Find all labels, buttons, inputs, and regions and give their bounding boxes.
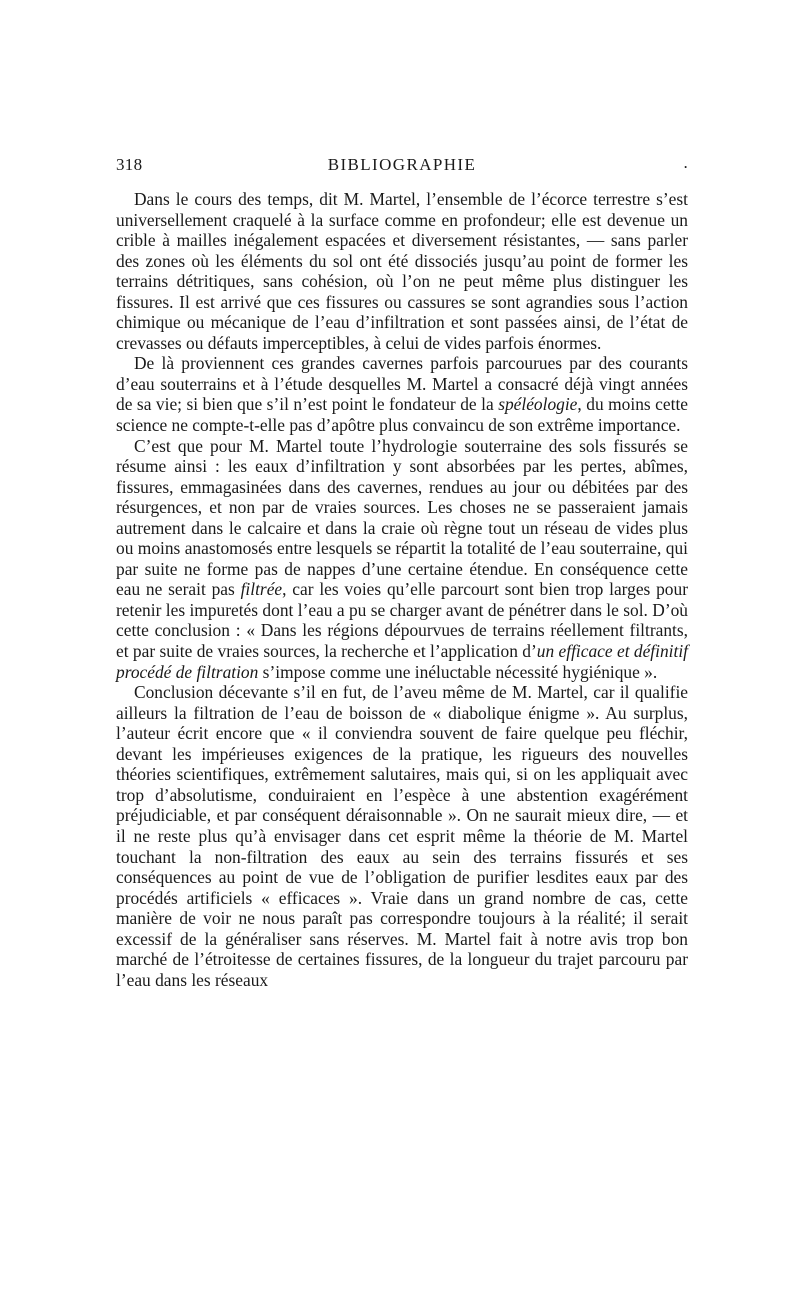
paragraph-3 [116,436,688,683]
text-span: s’impose comme une inéluctable nécessité hygiénique ». [258,661,658,682]
paragraph-2 [116,353,688,435]
text-span: Dans le cours des temps, dit M. Martel, l’ensemble de l’écorce terrestre s’est universellement craquelé à la surface comme en profondeur; elle est devenue un crible à mailles inégalement espacées et diversement résistantes, — sans parler des zones où les éléments du sol ont été dissociés jusqu’au point de former les terrains détritiques, sans cohésion, où l’on ne peut même plus distinguer les fissures. Il est arrivé que ces fissures ou cassures se sont agrandies sous l’action chimique ou mécanique de l’eau d’infiltration et sont passées ainsi, de l’état de crevasses ou défauts imperceptibles, à celui de vides parfois énormes. [116,189,688,353]
text-span: , du moins cette science ne compte-t-elle pas d’apôtre plus convaincu de son extrême importance. [116,394,688,436]
body-text [116,189,688,990]
text-span: Conclusion décevante s’il en fut, de l’aveu même de M. Martel, car il qualifie ailleurs la filtration de l’eau de boisson de « diabolique énigme ». Au surplus, l’auteur écrit encore que « il conviendra souvent de faire quelque peu fléchir, devant les impérieuses exigences de la pratique, les rigueurs des nouvelles théories scientifiques, extrêmement salutaires, mais qui, si on les appliquait avec trop d’absolutisme, conduiraient en l’espèce à une abstention exagérément préjudiciable, et par conséquent déraisonnable ». On ne saurait mieux dire, — et il ne reste plus qu’à envisager dans cet esprit même la théorie de M. Martel touchant la non-filtration des eaux au sein des terrains fissurés et ses conséquences au point de vue de l’obligation de purifier lesdites eaux par des procédés artificiels « efficaces ». Vraie dans un grand nombre de cas, cette manière de voir ne nous paraît pas correspondre toujours à la réalité; il serait excessif de la généraliser sans réserves. M. Martel fait à notre avis trop bon marché de l’étroitesse de certaines fissures, de la longueur du trajet parcouru par l’eau dans les réseaux [116,682,688,990]
running-title: BIBLIOGRAPHIE [327,155,477,174]
paragraph-4 [116,682,688,990]
paragraph-1 [116,189,688,353]
italic-term: spéléologie [498,394,578,415]
header-mark: . [683,153,688,172]
page-header [116,155,688,179]
text-span: , car les voies qu’elle parcourt sont bien trop larges pour retenir les impuretés dont l’eau a pu se charger avant de pénétrer dans le sol. D’où cette conclusion : « Dans les régions dépourvues de terrains réellement filtrants, et par suite de vraies sources, la recherche et l’application d’ [116,579,688,662]
text-span: C’est que pour M. Martel toute l’hydrologie souterraine des sols fissurés se résume ainsi : les eaux d’infiltration y sont absorbées par les pertes, abîmes, fissures, emmagasinées dans des cavernes, rendues au jour ou débitées par des résurgences, et non par de vraies sources. Les choses ne se passeraient jamais autrement dans le calcaire et dans la craie où règne tout un réseau de vides plus ou moins anastomosés entre lesquels se répartit la totalité de l’eau souterraine, qui par suite ne forme pas de nappes d’une certaine étendue. En conséquence cette eau ne serait pas [116,435,688,600]
italic-term: filtrée [240,579,283,600]
page-number: 318 [116,155,143,174]
italic-quote: un efficace et définitif procédé de filtration [116,641,688,682]
text-span: De là proviennent ces grandes cavernes parfois parcourues par des courants d’eau souterrains et à l’étude desquelles M. Martel a consacré déjà vingt années de sa vie; si bien que s’il n’est point le fondateur de la [116,353,688,415]
